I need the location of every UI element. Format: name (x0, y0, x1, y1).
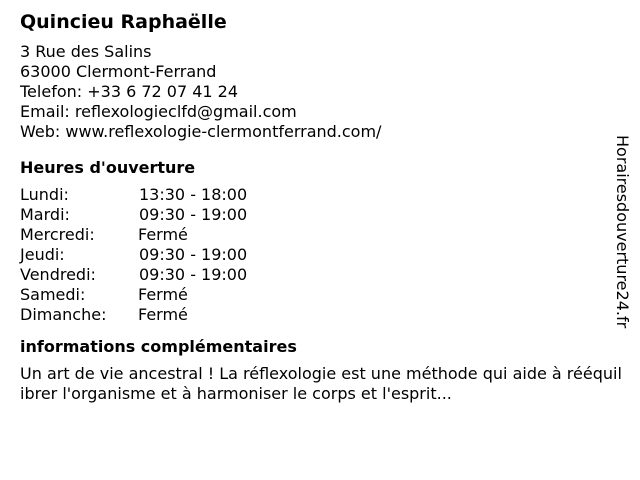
hours-value: Fermé (138, 305, 188, 324)
hours-value: 09:30 - 19:00 (139, 205, 248, 224)
postal-city: 63000 Clermont-Ferrand (20, 62, 217, 81)
email-address: Email: reflexologieclfd@gmail.com (20, 102, 297, 121)
opening-hours-heading: Heures d'ouverture (20, 158, 196, 177)
hours-value: 13:30 - 18:00 (139, 185, 248, 204)
hours-row-lundi (20, 185, 610, 205)
day-label: Vendredi: (20, 265, 96, 284)
business-card (20, 10, 622, 404)
additional-info-text: Un art de vie ancestral ! La réflexologie est une méthode qui aide à rééquilibrer l'organisme et à harmoniser le corps et l'esprit... (20, 364, 622, 403)
phone-number: Telefon: +33 6 72 07 41 24 (20, 82, 239, 101)
day-label: Lundi: (20, 185, 69, 204)
hours-value: 09:30 - 19:00 (139, 245, 248, 264)
hours-row-mercredi (20, 225, 610, 245)
hours-row-mardi (20, 205, 610, 225)
hours-value: Fermé (138, 285, 188, 304)
address-block (20, 42, 610, 142)
hours-value: 09:30 - 19:00 (139, 265, 248, 284)
day-label: Jeudi: (20, 245, 65, 264)
day-label: Dimanche: (20, 305, 107, 324)
day-label: Mardi: (20, 205, 70, 224)
business-name: Quincieu Raphaëlle (20, 11, 227, 33)
site-watermark: Horairesdouverture24.fr (613, 135, 632, 329)
street-address: 3 Rue des Salins (20, 42, 152, 61)
hours-row-jeudi (20, 245, 610, 265)
hours-row-samedi (20, 285, 610, 305)
website-url: Web: www.reflexologie-clermontferrand.com/ (20, 122, 382, 141)
day-label: Samedi: (20, 285, 86, 304)
opening-hours-table (20, 185, 610, 325)
hours-row-dimanche (20, 305, 610, 325)
additional-info-heading: informations complémentaires (20, 337, 297, 356)
hours-value: Fermé (138, 225, 188, 244)
hours-row-vendredi (20, 265, 610, 285)
day-label: Mercredi: (20, 225, 95, 244)
